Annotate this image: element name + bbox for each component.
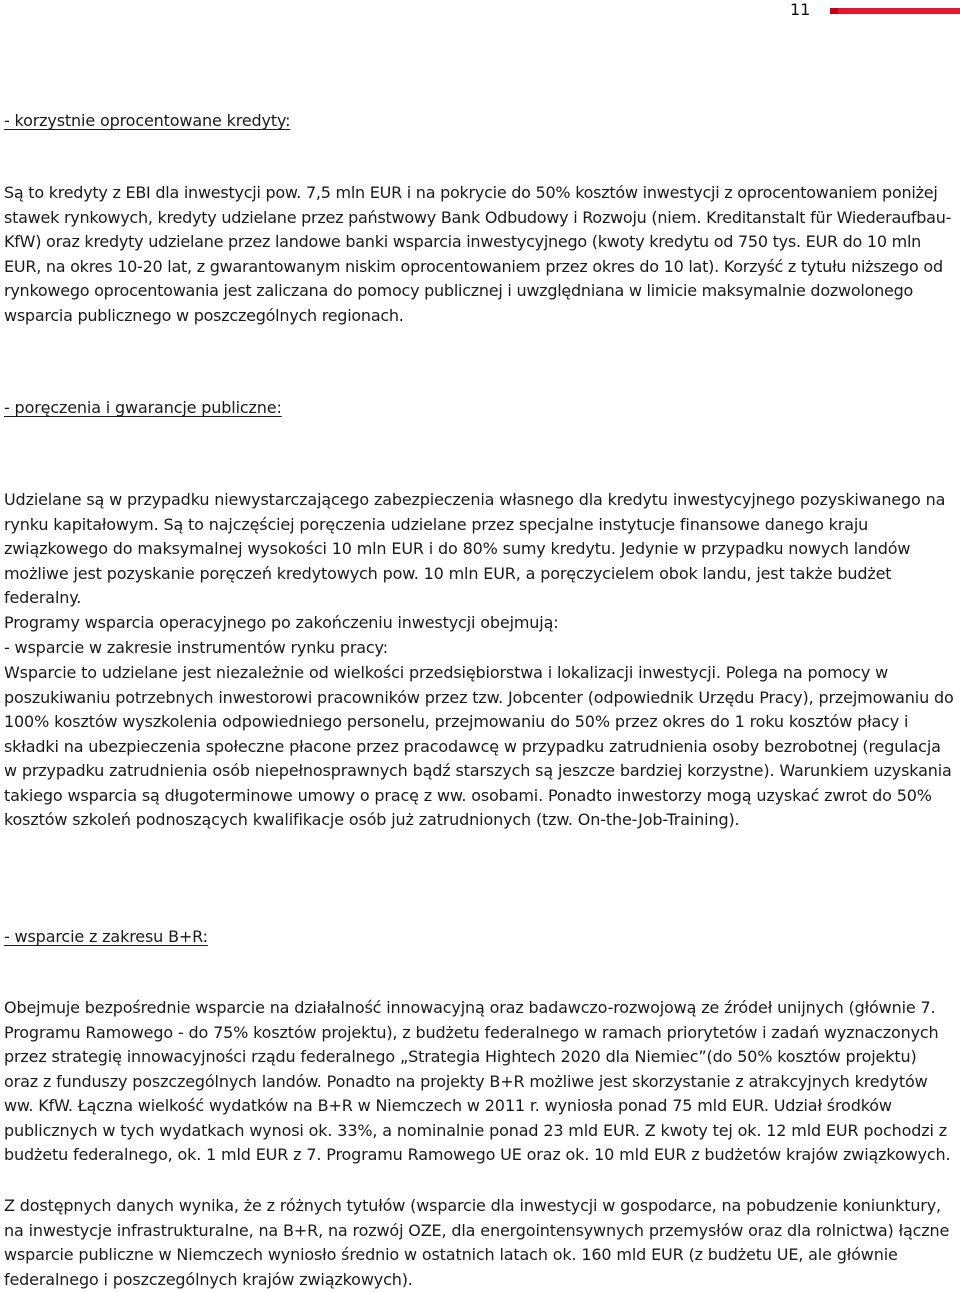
section-heading-guarantees: - poręczenia i gwarancje publiczne: bbox=[4, 398, 282, 417]
paragraph-operational-programs: Programy wsparcia operacyjnego po zakończeniu inwestycji obejmują: bbox=[4, 613, 559, 632]
paragraph-rnd: Obejmuje bezpośrednie wsparcie na działalność innowacyjną oraz badawczo-rozwojową ze źródeł unijnych (głównie 7. Programu Ramowego - do 75% kosztów projektu), z budżetu federalnego w ramach priorytetów i zadań wyznaczonych przez strategię innowacyjności rządu federalnego „Strategia Hightech 2020 dla Niemiec”(do 50% kosztów projektu) oraz z funduszy poszczególnych landów. Ponadto na projekty B+R możliwe jest skorzystanie z atrakcyjnych kredytów ww. KfW. Łączna wielkość wydatków na B+R w Niemczech w 2011 r. wyniosła ponad 75 mld EUR. Udział środków publicznych w tych wydatkach wynosi ok. 33%, a nominalnie ponad 23 mld EUR. Z kwoty tej ok. 12 mld EUR pochodzi z budżetu federalnego, ok. 1 mld EUR z 7. Programu Ramowego UE oraz ok. 10 mld EUR z budżetów krajów związkowych. bbox=[4, 998, 951, 1164]
paragraph-labour-market-heading: - wsparcie w zakresie instrumentów rynku pracy: bbox=[4, 638, 388, 657]
paragraph-summary: Z dostępnych danych wynika, że z różnych tytułów (wsparcie dla inwestycji w gospodarce, na pobudzenie koniunktury, na inwestycje infrastrukturalne, na B+R, na rozwój OZE, dla energointensywnych przemysłów oraz dla rolnictwa) łączne wsparcie publiczne w Niemczech wyniosło średnio w ostatnich latach ok. 160 mld EUR (z budżetu UE, ale głównie federalnego i poszczególnych krajów związkowych). bbox=[4, 1196, 950, 1289]
page-number: 11 bbox=[790, 0, 811, 19]
paragraph-loans: Są to kredyty z EBI dla inwestycji pow. 7,5 mln EUR i na pokrycie do 50% kosztów inwestycji z oprocentowaniem poniżej stawek rynkowych, kredyty udzielane przez państwowy Bank Odbudowy i Rozwoju (niem. Kreditanstalt für Wiederaufbau- KfW) oraz kredyty udzielane przez landowe banki wsparcia inwestycyjnego (kwoty kredytu od 750 tys. EUR do 10 mln EUR, na okres 10-20 lat, z gwarantowanym niskim oprocentowaniem przez okres do 10 lat). Korzyść z tytułu niższego od rynkowego oprocentowania jest zaliczana do pomocy publicznej i uwzględniana w limicie maksymalnie dozwolonego wsparcia publicznego w poszczególnych regionach. bbox=[4, 183, 952, 325]
paragraph-guarantees: Udzielane są w przypadku niewystarczającego zabezpieczenia własnego dla kredytu inwestycyjnego pozyskiwanego na rynku kapitałowym. Są to najczęściej poręczenia udzielane przez specjalne instytucje finansowe danego kraju związkowego do maksymalnej wysokości 10 mln EUR i do 80% sumy kredytu. Jedynie w przypadku nowych landów możliwe jest pozyskanie poręczeń kredytowych pow. 10 mln EUR, a poręczycielem obok landu, jest także budżet federalny. bbox=[4, 490, 946, 607]
section-heading-rnd: - wsparcie z zakresu B+R: bbox=[4, 927, 208, 946]
paragraph-labour-market: Wsparcie to udzielane jest niezależnie od wielkości przedsiębiorstwa i lokalizacji inwestycji. Polega na pomocy w poszukiwaniu potrzebnych inwestorowi pracowników przez tzw. Jobcenter (odpowiednik Urzędu Pracy), przejmowaniu do 100% kosztów wyszkolenia odpowiedniego personelu, przejmowaniu do 50% przez okres do 1 roku kosztów płacy i składki na ubezpieczenia społeczne płacone przez pracodawcę w przypadku zatrudnienia osoby bezrobotnej (regulacja w przypadku zatrudnienia osób niepełnosprawnych bądź starszych są jeszcze bardziej korzystne). Warunkiem uzyskania takiego wsparcia są długoterminowe umowy o pracę z ww. osobami. Ponadto inwestorzy mogą uzyskać zwrot do 50% kosztów szkoleń podnoszących kwalifikacje osób już zatrudnionych (tzw. On-the-Job-Training). bbox=[4, 663, 954, 829]
section-heading-loans: - korzystnie oprocentowane kredyty: bbox=[4, 111, 291, 130]
header-accent-bar bbox=[830, 8, 960, 14]
